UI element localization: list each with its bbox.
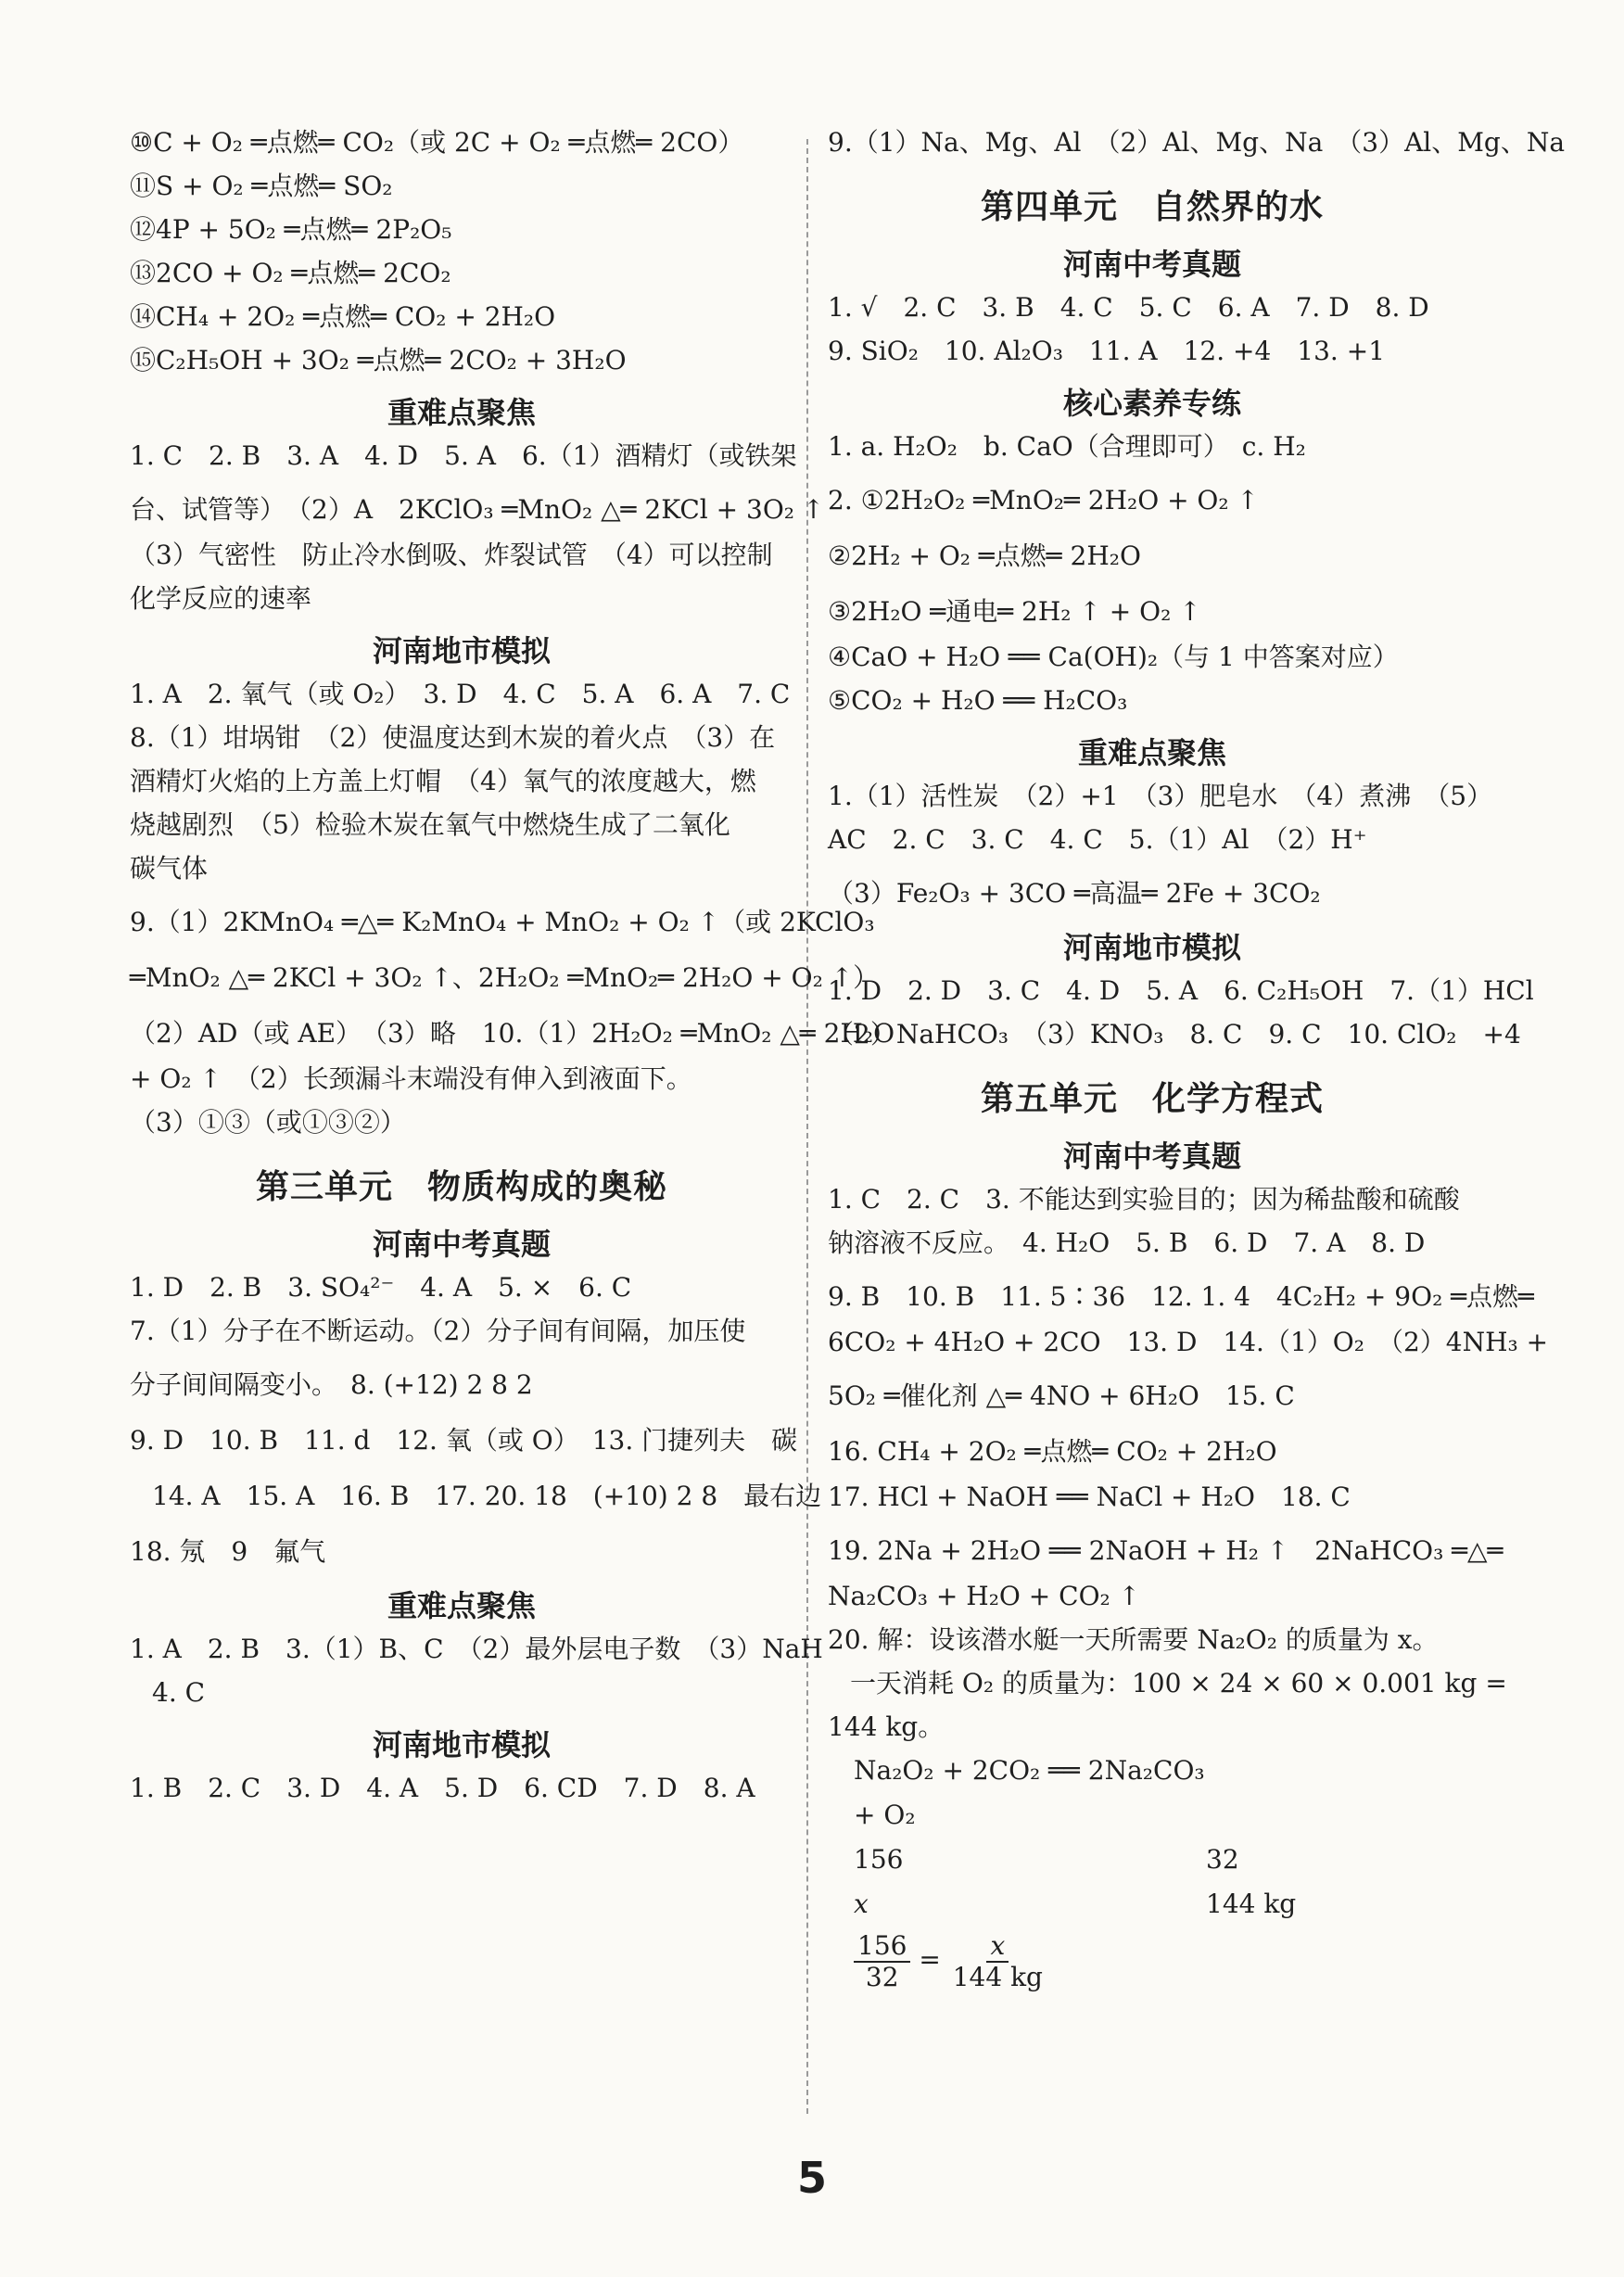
answer-line: ═MnO₂ △═ 2KCl + 3O₂ ↑、2H₂O₂ ═MnO₂═ 2H₂O + O₂ ↑） [130,962,880,993]
answer-line: 碳气体 [130,853,209,884]
calc-mass-2: 32 [1206,1844,1239,1875]
calc-given: 144 kg [1206,1889,1297,1919]
answer-line: 化学反应的速率 [130,583,312,614]
section-heading: 核心素养专练 [1062,386,1241,421]
answer-line: 1. B 2. C 3. D 4. A 5. D 6. CD 7. D 8. A [130,1773,755,1803]
answer-line: （3）Fe₂O₃ + 3CO ═高温═ 2Fe + 3CO₂ [828,878,1321,909]
answer-line: 9. B 10. B 11. 5∶36 12. 1. 4 4C₂H₂ + 9O₂ ═点燃═ [828,1281,1534,1312]
calc-equation: Na₂O₂ + 2CO₂ ══ 2Na₂CO₃ + O₂ [854,1755,1205,1830]
answer-line: 17. HCl + NaOH ══ NaCl + H₂O 18. C [828,1482,1351,1512]
answer-line: 8.（1）坩埚钳 （2）使温度达到木炭的着火点 （3）在 [130,722,776,753]
answer-line: 4. C [152,1677,206,1708]
answer-line: ⑭CH₄ + 2O₂ ═点燃═ CO₂ + 2H₂O [130,301,556,332]
unit-title: 第四单元 自然界的水 [980,188,1324,226]
proportion-line: $\frac{156}{32}$ = $\frac{x}{144 kg}$ [854,1927,1477,1993]
answer-line: ⑩C + O₂ ═点燃═ CO₂（或 2C + O₂ ═点燃═ 2CO） [130,127,744,158]
answer-line: （3）气密性 防止冷水倒吸、炸裂试管 （4）可以控制 [130,540,773,570]
answer-line: ⑤CO₂ + H₂O ══ H₂CO₃ [828,685,1128,716]
answer-line: 144 kg。 [828,1711,945,1742]
answer-line: 分子间间隔变小。 8. (+12) 2 8 2 [130,1369,533,1400]
answer-line: 酒精灯火焰的上方盖上灯帽 （4）氧气的浓度越大，燃 [130,766,756,796]
answer-line: 16. CH₄ + 2O₂ ═点燃═ CO₂ + 2H₂O [828,1436,1277,1467]
answer-line: 1.（1）活性炭 （2）+1 （3）肥皂水 （4）煮沸 （5） [828,781,1493,811]
answer-line: ⑪S + O₂ ═点燃═ SO₂ [130,171,393,201]
answer-line: 1. D 2. D 3. C 4. D 5. A 6. C₂H₅OH 7.（1）HCl [828,975,1534,1006]
answer-line: （2）AD（或 AE） （3）略 10.（1）2H₂O₂ ═MnO₂ △═ 2H₂O [130,1018,895,1049]
fraction-right [949,1931,1047,1992]
answer-line: 9. SiO₂ 10. Al₂O₃ 11. A 12. +4 13. +1 [828,336,1386,366]
answer-line: 1. A 2. B 3.（1）B、C （2）最外层电子数 （3）NaH [130,1634,823,1664]
answer-line: 6CO₂ + 4H₂O + 2CO 13. D 14.（1）O₂ （2）4NH₃ + [828,1327,1549,1357]
answer-line: 2. ①2H₂O₂ ═MnO₂═ 2H₂O + O₂ ↑ [828,485,1259,515]
section-heading: 河南中考真题 [1062,247,1241,282]
section-heading: 河南地市模拟 [1062,930,1241,965]
answer-line: 5O₂ ═催化剂 △═ 4NO + 6H₂O 15. C [828,1380,1295,1411]
answer-line: 19. 2Na + 2H₂O ══ 2NaOH + H₂ ↑ 2NaHCO₃ ═△═ [828,1535,1503,1566]
answer-line: + O₂ ↑ （2）长颈漏斗末端没有伸入到液面下。 [130,1063,692,1094]
answer-line: （2）NaHCO₃ （3）KNO₃ 8. C 9. C 10. ClO₂ +4 [828,1019,1521,1049]
answer-line: 1. D 2. B 3. SO₄²⁻ 4. A 5. × 6. C [130,1272,632,1303]
answer-line: ⑬2CO + O₂ ═点燃═ 2CO₂ [130,258,451,288]
fraction-denominator: 144 kg [952,1961,1043,1992]
answer-line: 18. 氖 9 氟气 [130,1536,326,1567]
fraction-left [854,1931,910,1992]
answer-line: 1. A 2. 氧气（或 O₂） 3. D 4. C 5. A 6. A 7. C [130,679,791,709]
answer-line: 9.（1）Na、Mg、Al （2）Al、Mg、Na （3）Al、Mg、Na [828,127,1566,158]
fraction-denominator: 32 [865,1961,899,1992]
section-heading: 河南地市模拟 [372,1727,551,1762]
answer-line: 一天消耗 O₂ 的质量为：100 × 24 × 60 × 0.001 kg = [850,1668,1507,1698]
section-heading: 重难点聚焦 [387,395,536,430]
answer-line: 7.（1）分子在不断运动。（2）分子间有间隔，加压使 [130,1316,746,1346]
answer-line: 1. √ 2. C 3. B 4. C 5. C 6. A 7. D 8. D [828,292,1429,323]
answer-line: 台、试管等） （2）A 2KClO₃ ═MnO₂ △═ 2KCl + 3O₂ ↑ [130,494,825,525]
answer-line: 9. D 10. B 11. d 12. 氧（或 O） 13. 门捷列夫 碳 [130,1425,798,1456]
answer-line: 9.（1）2KMnO₄ ═△═ K₂MnO₄ + MnO₂ + O₂ ↑（或 2KClO₃ [130,907,875,937]
answer-line: ⑮C₂H₅OH + 3O₂ ═点燃═ 2CO₂ + 3H₂O [130,345,627,375]
unit-title: 第三单元 物质构成的奥秘 [255,1168,667,1206]
answer-line: 1. C 2. B 3. A 4. D 5. A 6.（1）酒精灯（或铁架 [130,440,797,471]
section-heading: 重难点聚焦 [1077,735,1226,770]
column-divider [806,139,808,2114]
right-column [828,121,1566,1993]
unit-title: 第五单元 化学方程式 [980,1080,1324,1118]
answer-line: 14. A 15. A 16. B 17. 20. 18 (+10) 2 8 最右边 [152,1481,822,1511]
answer-line: ⑫4P + 5O₂ ═点燃═ 2P₂O₅ [130,214,452,245]
answer-line: （3）①③（或①③②） [130,1107,406,1138]
answer-line: 20. 解：设该潜水艇一天所需要 Na₂O₂ 的质量为 x。 [828,1624,1439,1655]
answer-line: 烧越剧烈 （5）检验木炭在氧气中燃烧生成了二氧化 [130,809,730,840]
section-heading: 河南地市模拟 [372,633,551,668]
section-heading: 河南中考真题 [1062,1138,1241,1174]
answer-line: ②2H₂ + O₂ ═点燃═ 2H₂O [828,541,1141,571]
answer-line: ③2H₂O ═通电═ 2H₂ ↑ + O₂ ↑ [828,596,1201,627]
answer-line: 1. C 2. C 3. 不能达到实验目的；因为稀盐酸和硫酸 [828,1184,1460,1215]
answer-line: AC 2. C 3. C 4. C 5.（1）Al （2）H⁺ [828,824,1367,855]
page-number: 5 [796,2153,827,2203]
section-heading: 重难点聚焦 [387,1588,536,1623]
calc-mass-1: 156 [854,1844,904,1875]
calculation-block [854,1749,1477,1927]
answer-line: Na₂CO₃ + H₂O + CO₂ ↑ [828,1581,1141,1611]
answer-line: ④CaO + H₂O ══ Ca(OH)₂（与 1 中答案对应） [828,642,1399,672]
answer-line: 1. a. H₂O₂ b. CaO（合理即可） c. H₂ [828,431,1306,462]
fraction-numerator: 156 [854,1931,910,1963]
fraction-numerator: x [986,1931,1009,1963]
section-heading: 河南中考真题 [372,1227,551,1262]
answer-line: 钠溶液不反应。 4. H₂O 5. B 6. D 7. A 8. D [828,1228,1426,1258]
calc-unknown: x [854,1889,869,1919]
